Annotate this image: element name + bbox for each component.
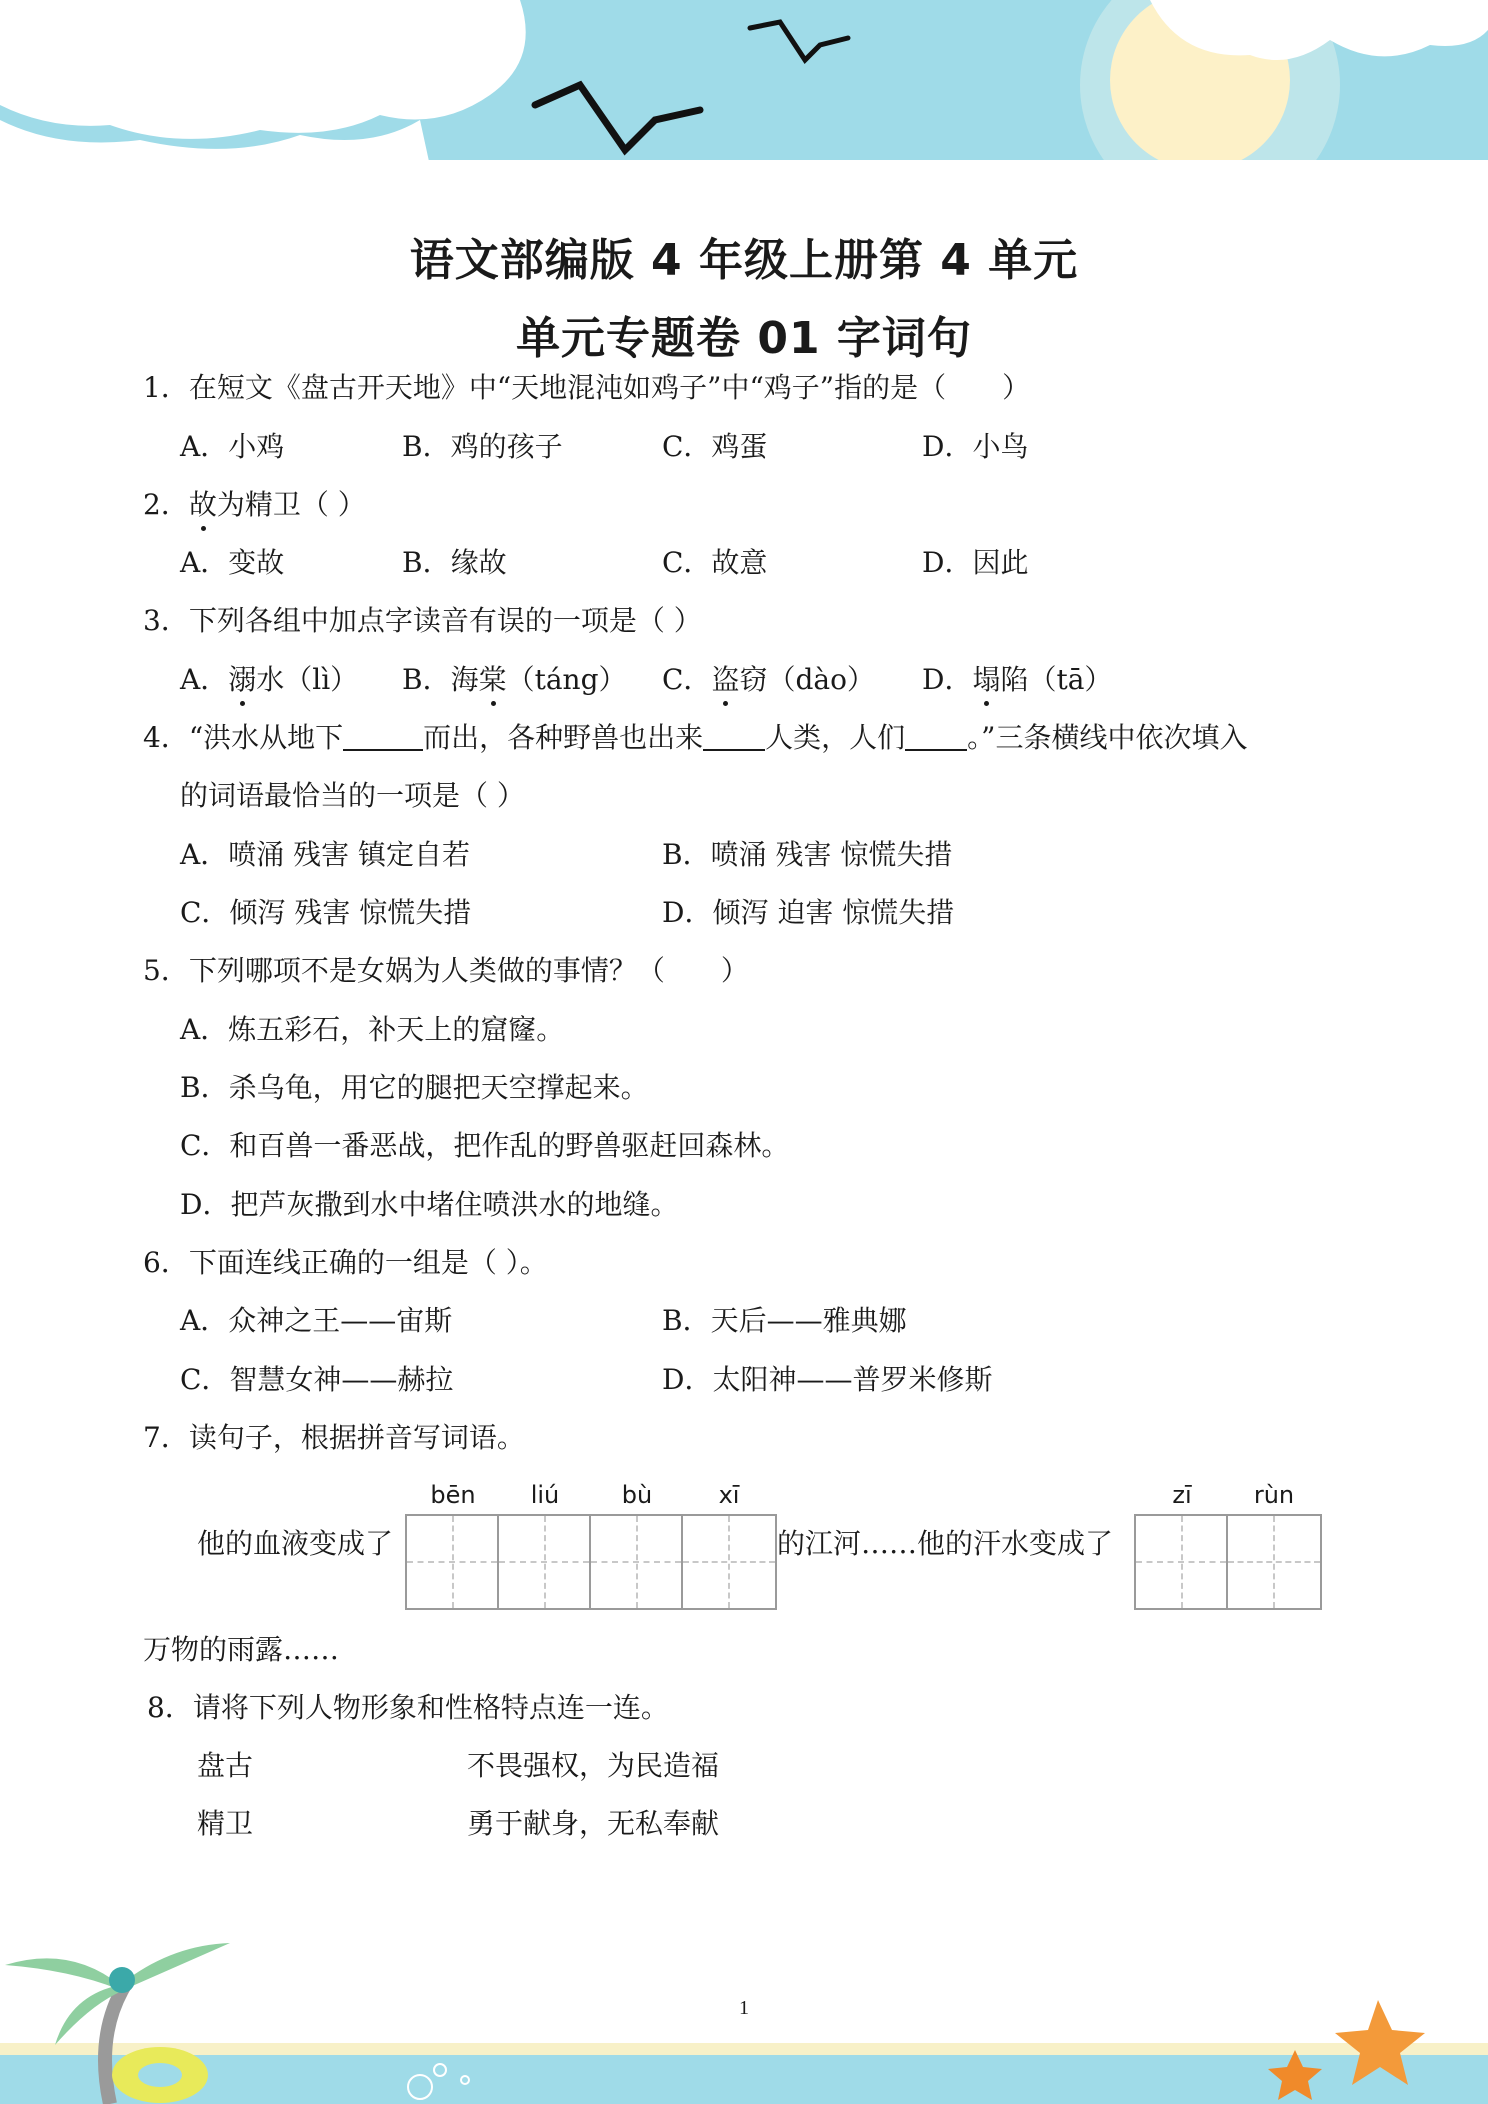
question-1-option-a: A．小鸡 xyxy=(180,430,285,463)
match-trait[interactable]: 不畏强权，为民造福 xyxy=(467,1749,720,1782)
question-4-option-d: D．倾泻 迫害 惊慌失措 xyxy=(662,896,955,929)
pinyin-label: xī xyxy=(718,1481,740,1509)
question-2-option-d: D．因此 xyxy=(922,546,1029,579)
question-3-option-b: B．海棠（táng） xyxy=(402,660,627,700)
pinyin-label: liú xyxy=(530,1481,560,1509)
writing-cell[interactable] xyxy=(499,1516,591,1608)
writing-cell[interactable] xyxy=(1228,1516,1320,1608)
question-6-option-d: D．太阳神——普罗米修斯 xyxy=(662,1363,993,1396)
page-number: 1 xyxy=(739,1997,749,2019)
question-7-sentence-start: 他的血液变成了 xyxy=(197,1527,394,1560)
question-5-option-d: D．把芦灰撒到水中堵住喷洪水的地缝。 xyxy=(180,1188,679,1221)
match-person[interactable]: 精卫 xyxy=(197,1807,254,1840)
writing-cell[interactable] xyxy=(1136,1516,1228,1608)
writing-cell[interactable] xyxy=(591,1516,683,1608)
question-3-option-a: A．溺水（lì） xyxy=(180,660,358,700)
writing-grid xyxy=(1134,1514,1322,1610)
question-4-stem: 4．“洪水从地下 而出，各种野兽也出来 人类，人们 。”三条横线中依次填入 xyxy=(143,721,1248,754)
question-1-option-d: D．小鸟 xyxy=(922,430,1029,463)
pinyin-label: bù xyxy=(621,1481,653,1509)
question-3-stem: 3．下列各组中加点字读音有误的一项是（ ） xyxy=(143,604,702,637)
pinyin-label: rùn xyxy=(1253,1481,1295,1509)
writing-grid xyxy=(405,1514,777,1610)
answer-blank[interactable] xyxy=(343,719,423,751)
question-4-option-c: C．倾泻 残害 惊慌失措 xyxy=(180,896,472,929)
question-4-option-a: A．喷涌 残害 镇定自若 xyxy=(180,838,471,871)
question-6-option-b: B．天后——雅典娜 xyxy=(662,1304,907,1337)
writing-cell[interactable] xyxy=(407,1516,499,1608)
question-2-dotted-char: 故 xyxy=(189,485,217,525)
answer-blank[interactable] xyxy=(905,719,967,751)
swim-ring-icon xyxy=(112,2047,208,2103)
question-2-number: 2． xyxy=(143,488,189,521)
question-1-option-c: C．鸡蛋 xyxy=(662,430,768,463)
page-title: 语文部编版 4 年级上册第 4 单元 xyxy=(409,235,1079,286)
question-2-stem xyxy=(143,485,366,525)
question-5-option-c: C．和百兽一番恶战，把作乱的野兽驱赶回森林。 xyxy=(180,1129,790,1162)
question-1-option-b: B．鸡的孩子 xyxy=(402,430,563,463)
question-1-stem: 1．在短文《盘古开天地》中“天地混沌如鸡子”中“鸡子”指的是（ ） xyxy=(143,371,1031,404)
question-6-option-a: A．众神之王——宙斯 xyxy=(180,1304,453,1337)
writing-cell[interactable] xyxy=(683,1516,775,1608)
question-2-option-a: A．变故 xyxy=(180,546,285,579)
answer-blank[interactable] xyxy=(703,719,765,751)
header-banner-illustration xyxy=(0,0,1488,166)
question-5-stem: 5．下列哪项不是女娲为人类做的事情？（ ） xyxy=(143,954,749,987)
footer-beach-illustration xyxy=(0,1925,1488,2104)
question-2-rest: 为精卫（ ） xyxy=(216,488,366,521)
question-4-stem-line-2: 的词语最恰当的一项是（ ） xyxy=(180,779,525,812)
question-5-option-a: A．炼五彩石，补天上的窟窿。 xyxy=(180,1013,565,1046)
question-3-option-d: D．塌陷（tā） xyxy=(922,660,1112,700)
question-3-option-c: C．盗窃（dào） xyxy=(662,660,875,700)
question-2-option-c: C．故意 xyxy=(662,546,768,579)
question-2-option-b: B．缘故 xyxy=(402,546,507,579)
question-6-option-c: C．智慧女神——赫拉 xyxy=(180,1363,454,1396)
question-4-option-b: B．喷涌 残害 惊慌失措 xyxy=(662,838,953,871)
question-7-sentence-end: 万物的雨露…… xyxy=(143,1633,340,1666)
question-6-stem: 6．下面连线正确的一组是（ ）。 xyxy=(143,1246,548,1279)
match-trait[interactable]: 勇于献身，无私奉献 xyxy=(467,1807,720,1840)
match-person[interactable]: 盘古 xyxy=(197,1749,254,1782)
pinyin-label: zī xyxy=(1172,1481,1192,1509)
page-subtitle: 单元专题卷 01 字词句 xyxy=(516,313,972,364)
pinyin-label: bēn xyxy=(430,1481,476,1509)
question-5-option-b: B．杀乌龟，用它的腿把天空撑起来。 xyxy=(180,1071,649,1104)
question-7-sentence-middle: 的江河……他的汗水变成了 xyxy=(777,1527,1114,1560)
question-7-stem: 7．读句子，根据拼音写词语。 xyxy=(143,1421,525,1454)
question-8-stem: 8．请将下列人物形象和性格特点连一连。 xyxy=(147,1691,669,1724)
